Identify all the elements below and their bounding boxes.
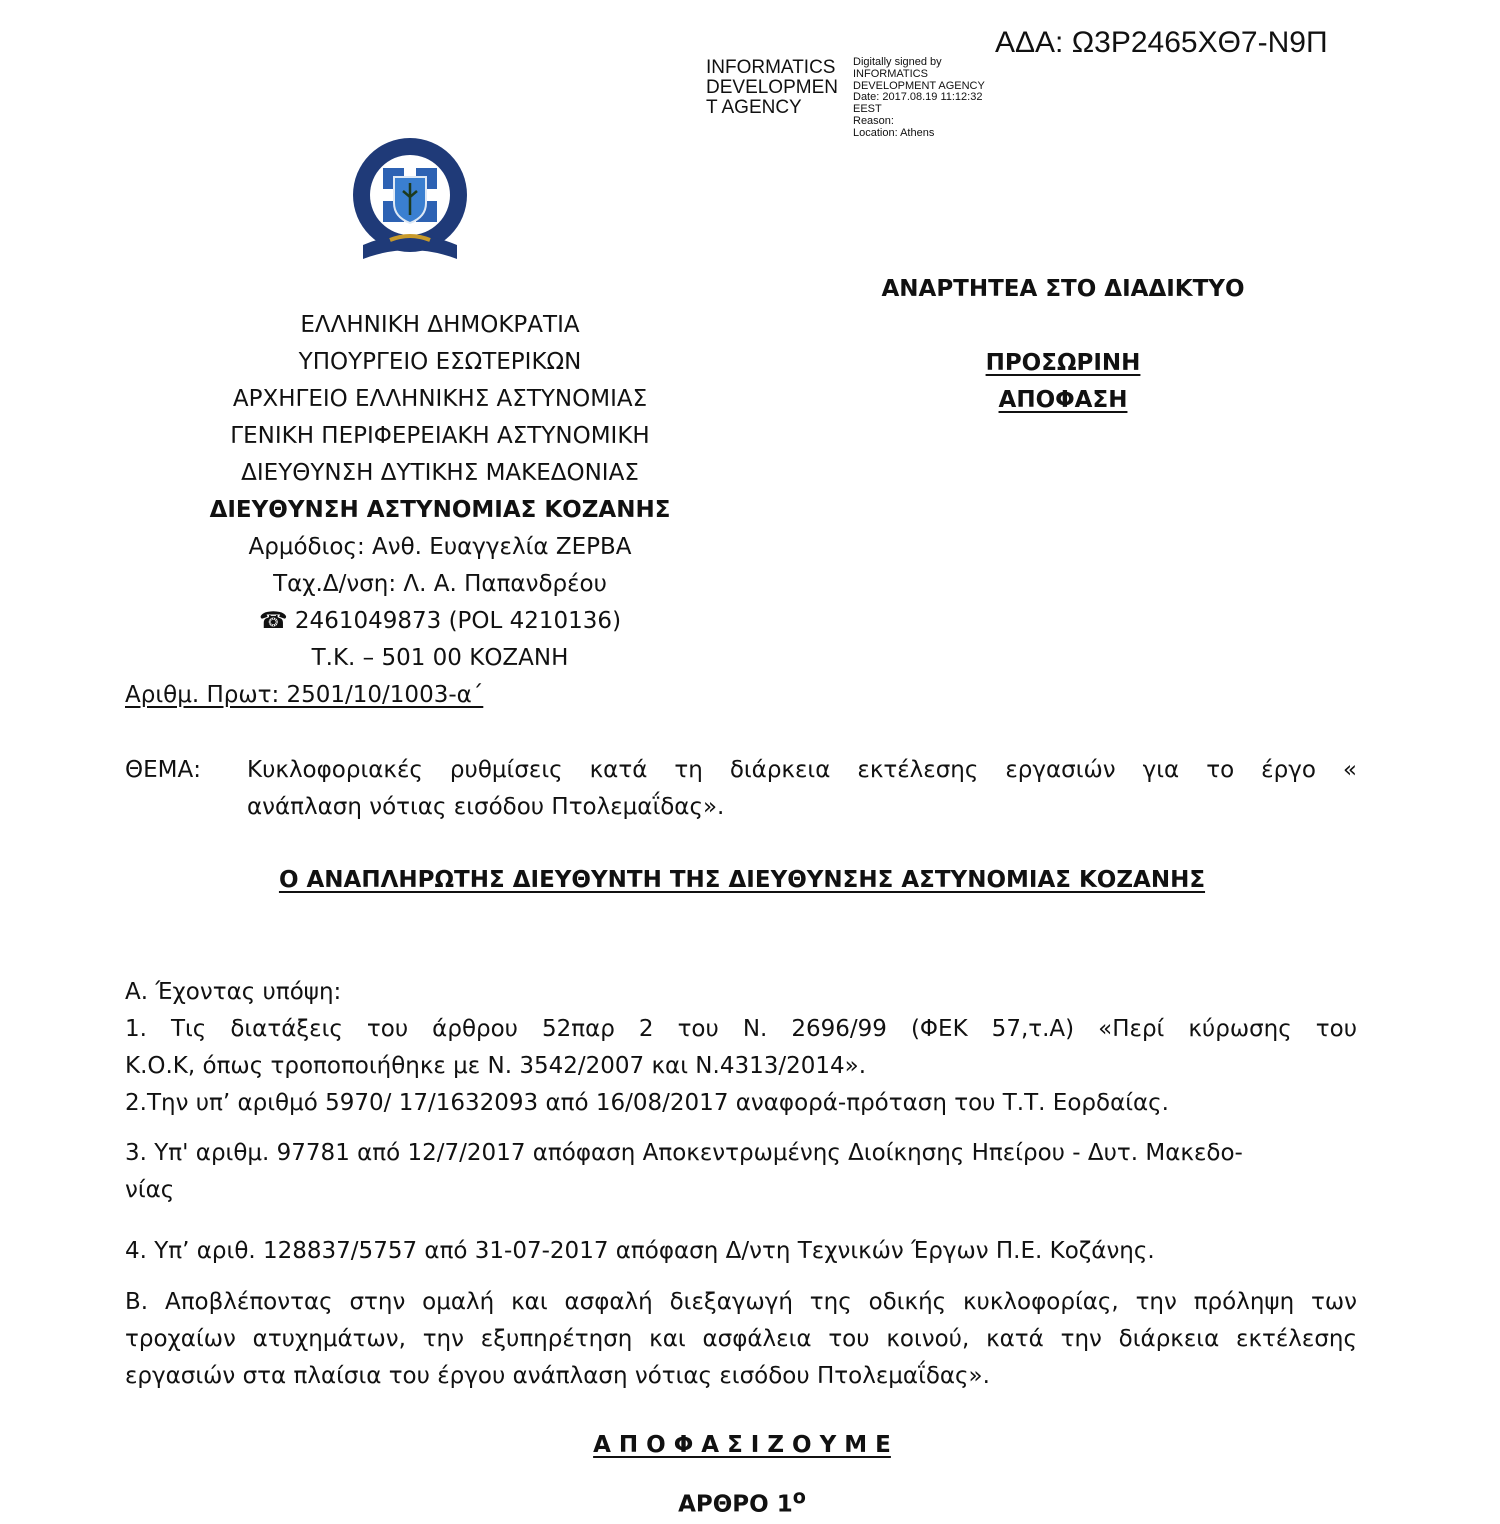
subject-text: [247, 752, 1357, 826]
signature-details: [853, 57, 985, 140]
ada-number: ΑΔΑ: Ω3Ρ2465ΧΘ7-Ν9Π: [995, 26, 1328, 59]
item-1: 1. Τις διατάξεις του άρθρου 52παρ 2 του Ν. 2696/99 (ΦΕΚ 57,τ.Α) «Περί κύρωσης του: [125, 1016, 1357, 1042]
article-label: ΑΡΘΡΟ 1: [678, 1491, 793, 1518]
signer-name: [706, 58, 838, 118]
protocol-number: Αριθμ. Πρωτ: 2501/10/1003-α΄: [125, 682, 484, 708]
issuer-header: [190, 307, 690, 677]
publish-notice: ΑΝΑΡΤΗΤΕΑ ΣΤΟ ΔΙΑΔΙΚΤΥΟ: [881, 276, 1245, 302]
signer-line: T AGENCY: [706, 97, 802, 118]
sig-detail: Location: Athens: [853, 126, 935, 139]
section-b-cont: εργασιών στα πλαίσια του έργου ανάπλαση νότιας εισόδου Πτολεμαΐδας».: [125, 1363, 990, 1389]
sig-detail: EEST: [853, 103, 882, 116]
subject-label: ΘΕΜΑ:: [125, 757, 201, 783]
sig-detail: Date: 2017.08.19 11:12:32: [853, 91, 983, 104]
decision-heading-wrap: [0, 1427, 1484, 1464]
section-a-heading: Α. Έχοντας υπόψη:: [125, 979, 342, 1005]
authority-title: Ο ΑΝΑΠΛΗΡΩΤΗΣ ΔΙΕΥΘΥΝΤΗ ΤΗΣ ΔΙΕΥΘΥΝΣΗΣ ΑΣΤΥΝΟΜΙΑΣ ΚΟΖΑΝΗΣ: [278, 867, 1206, 893]
responsible-officer: Αρμόδιος: Ανθ. Ευαγγελία ΖΕΡΒΑ: [248, 534, 632, 560]
phone-number: 2461049873 (POL 4210136): [294, 608, 622, 634]
decision-type-line: ΠΡΟΣΩΡΙΝΗ: [985, 350, 1141, 376]
article-heading: [0, 1478, 1484, 1524]
header-line: ΥΠΟΥΡΓΕΙΟ ΕΣΩΤΕΡΙΚΩΝ: [298, 349, 582, 375]
document-body: [125, 974, 1357, 1395]
item-3-cont: νίας: [125, 1177, 175, 1203]
decision-type: [820, 345, 1306, 419]
digital-signature: [706, 58, 838, 118]
authority-title-wrap: [0, 862, 1484, 899]
sig-detail: INFORMATICS: [853, 67, 928, 80]
header-line: ΔΙΕΥΘΥΝΣΗ ΔΥΤΙΚΗΣ ΜΑΚΕΔΟΝΙΑΣ: [241, 460, 639, 486]
phone-icon: ☎: [258, 608, 288, 634]
header-line: ΕΛΛΗΝΙΚΗ ΔΗΜΟΚΡΑΤΙΑ: [300, 312, 580, 338]
postal-code: Τ.Κ. – 501 00 ΚΟΖΑΝΗ: [311, 645, 569, 671]
header-line: ΓΕΝΙΚΗ ΠΕΡΙΦΕΡΕΙΑΚΗ ΑΣΤΥΝΟΜΙΚΗ: [230, 423, 650, 449]
section-b: Β. Αποβλέποντας στην ομαλή και ασφαλή διεξαγωγή της οδικής κυκλοφορίας, την πρόληψη των: [125, 1289, 1357, 1315]
postal-address: Ταχ.Δ/νση: Λ. Α. Παπανδρέου: [273, 571, 607, 597]
signer-line: DEVELOPMEN: [706, 77, 838, 98]
sig-detail: Reason:: [853, 114, 894, 127]
sig-detail: Digitally signed by: [853, 56, 942, 68]
subject-line: Κυκλοφοριακές ρυθμίσεις κατά τη διάρκεια εκτέλεσης εργασιών για το έργο «: [247, 757, 1357, 783]
item-2: 2.Την υπ’ αριθμό 5970/ 17/1632093 από 16/08/2017 αναφορά-πρόταση του Τ.Τ. Εορδαίας.: [125, 1090, 1169, 1116]
subject-line: ανάπλαση νότιας εισόδου Πτολεμαΐδας».: [247, 794, 725, 820]
item-1-cont: Κ.Ο.Κ, όπως τροποποιήθηκε με Ν. 3542/2007 και Ν.4313/2014».: [125, 1053, 867, 1079]
item-3: 3. Υπ' αριθμ. 97781 από 12/7/2017 απόφαση Αποκεντρωμένης Διοίκησης Ηπείρου - Δυτ. Μακεδο-: [125, 1140, 1243, 1166]
directorate-name: ΔΙΕΥΘΥΝΣΗ ΑΣΤΥΝΟΜΙΑΣ ΚΟΖΑΝΗΣ: [209, 497, 671, 523]
decision-type-line: ΑΠΟΦΑΣΗ: [998, 387, 1128, 413]
header-line: ΑΡΧΗΓΕΙΟ ΕΛΛΗΝΙΚΗΣ ΑΣΤΥΝΟΜΙΑΣ: [232, 386, 648, 412]
decision-heading: Α Π Ο Φ Α Σ Ι Ζ Ο Υ Μ Ε: [593, 1432, 891, 1458]
section-b-cont: τροχαίων ατυχημάτων, την εξυπηρέτηση και ασφάλεια του κοινού, κατά την διάρκεια εκτέλεσης: [125, 1326, 1357, 1352]
signer-line: INFORMATICS: [706, 57, 836, 78]
police-emblem-logo: [345, 135, 475, 265]
item-4: 4. Υπ’ αριθ. 128837/5757 από 31-07-2017 απόφαση Δ/ντη Τεχνικών Έργων Π.Ε. Κοζάνης.: [125, 1238, 1155, 1264]
phone-line: [190, 603, 690, 640]
sig-detail: DEVELOPMENT AGENCY: [853, 79, 985, 92]
article-superscript: ο: [792, 1485, 806, 1508]
